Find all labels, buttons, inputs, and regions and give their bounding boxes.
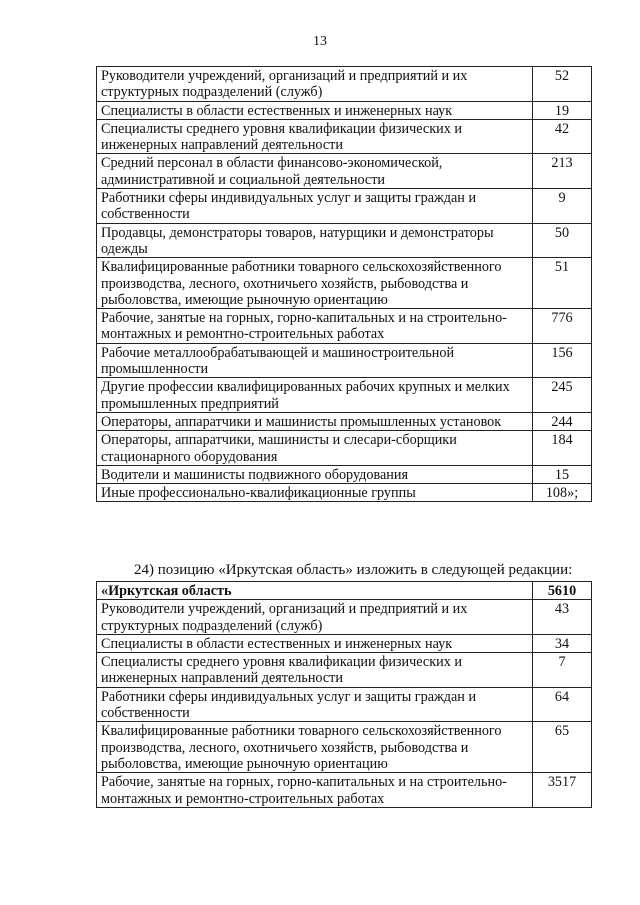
row-label: Работники сферы индивидуальных услуг и защиты граждан и собственности: [97, 189, 533, 224]
region-total: 5610: [533, 582, 592, 600]
row-label: Квалифицированные работники товарного сельскохозяйственного производства, лесного, охотничьего хозяйств, рыбоводства и рыболовства, имеющие рыночную ориентацию: [97, 258, 533, 309]
row-label: Средний персонал в области финансово-экономической, административной и социальной деятельности: [97, 154, 533, 189]
table-row: [97, 653, 592, 688]
row-label: Рабочие, занятые на горных, горно-капитальных и на строительно-монтажных и ремонтно-строительных работах: [97, 309, 533, 344]
region-title: «Иркутская область: [97, 582, 533, 600]
row-label: Специалисты в области естественных и инженерных наук: [97, 101, 533, 119]
table-row: [97, 687, 592, 722]
row-value: 42: [533, 119, 592, 154]
row-label: Специалисты среднего уровня квалификации физических и инженерных направлений деятельности: [97, 119, 533, 154]
table-row: [97, 465, 592, 483]
occupation-table-1: [96, 66, 592, 502]
occupation-table-2: [96, 581, 592, 808]
row-label: Водители и машинисты подвижного оборудования: [97, 465, 533, 483]
page-number: 13: [313, 34, 327, 49]
row-value: 9: [533, 189, 592, 224]
row-value: 7: [533, 653, 592, 688]
row-value: 64: [533, 687, 592, 722]
table-row: [97, 309, 592, 344]
table-row: [97, 378, 592, 413]
row-value: 43: [533, 600, 592, 635]
row-value: 3517: [533, 773, 592, 808]
table-row: [97, 154, 592, 189]
row-label: Руководители учреждений, организаций и предприятий и их структурных подразделений (служб): [97, 600, 533, 635]
row-value: 184: [533, 431, 592, 466]
row-label: Квалифицированные работники товарного сельскохозяйственного производства, лесного, охотничьего хозяйств, рыбоводства и рыболовства, имеющие рыночную ориентацию: [97, 722, 533, 773]
table-row: [97, 773, 592, 808]
table-row: [97, 119, 592, 154]
table-row: [97, 258, 592, 309]
row-label: Операторы, аппаратчики и машинисты промышленных установок: [97, 412, 533, 430]
row-label: Рабочие металлообрабатывающей и машиностроительной промышленности: [97, 343, 533, 378]
row-value: 50: [533, 223, 592, 258]
row-value: 244: [533, 412, 592, 430]
table-row: [97, 189, 592, 224]
row-value: 19: [533, 101, 592, 119]
table-row: [97, 600, 592, 635]
row-value: 213: [533, 154, 592, 189]
table-row: [97, 343, 592, 378]
table-row: [97, 101, 592, 119]
row-value: 108»;: [533, 484, 592, 502]
row-label: Операторы, аппаратчики, машинисты и слесари-сборщики стационарного оборудования: [97, 431, 533, 466]
row-value: 15: [533, 465, 592, 483]
row-label: Руководители учреждений, организаций и предприятий и их структурных подразделений (служб): [97, 67, 533, 102]
table-row: [97, 722, 592, 773]
table-row: [97, 484, 592, 502]
row-label: Продавцы, демонстраторы товаров, натурщики и демонстраторы одежды: [97, 223, 533, 258]
row-label: Рабочие, занятые на горных, горно-капитальных и на строительно-монтажных и ремонтно-строительных работах: [97, 773, 533, 808]
row-value: 65: [533, 722, 592, 773]
table-row: [97, 223, 592, 258]
row-label: Специалисты в области естественных и инженерных наук: [97, 634, 533, 652]
amendment-paragraph: 24) позицию «Иркутская область» изложить в следующей редакции:: [134, 562, 573, 578]
row-value: 51: [533, 258, 592, 309]
row-label: Работники сферы индивидуальных услуг и защиты граждан и собственности: [97, 687, 533, 722]
table-row: [97, 431, 592, 466]
row-label: Другие профессии квалифицированных рабочих крупных и мелких промышленных предприятий: [97, 378, 533, 413]
table-row: [97, 634, 592, 652]
row-value: 34: [533, 634, 592, 652]
row-value: 52: [533, 67, 592, 102]
table-row: [97, 67, 592, 102]
row-value: 245: [533, 378, 592, 413]
row-value: 776: [533, 309, 592, 344]
table-row: [97, 412, 592, 430]
row-label: Специалисты среднего уровня квалификации физических и инженерных направлений деятельности: [97, 653, 533, 688]
table-header-row: [97, 582, 592, 600]
row-value: 156: [533, 343, 592, 378]
row-label: Иные профессионально-квалификационные группы: [97, 484, 533, 502]
